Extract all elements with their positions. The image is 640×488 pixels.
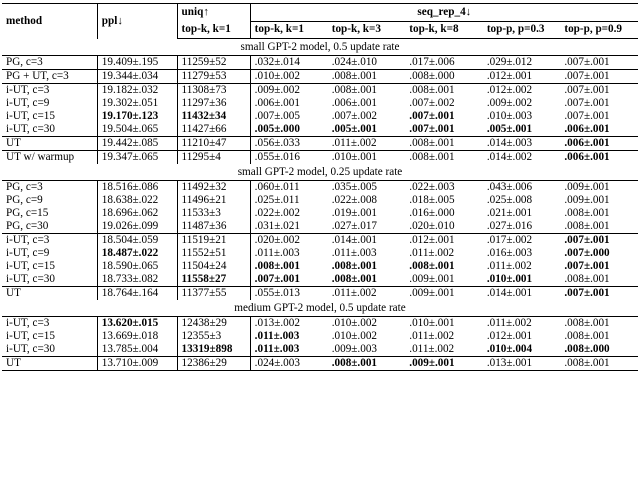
header-sub-col: top-k, k=8 <box>405 21 483 39</box>
method-cell: i-UT, c=3 <box>2 84 97 98</box>
seq-rep-cell: .007±.001 <box>409 123 455 135</box>
header-seq-rep: seq_rep_4↓ <box>250 4 638 22</box>
method-cell: PG, c=9 <box>2 194 97 207</box>
header-sub-col: top-k, k=1 <box>250 21 328 39</box>
seq-rep-cell: .005±.000 <box>254 123 300 135</box>
seq-rep-cell: .008±.001 <box>564 330 610 342</box>
seq-rep-cell: .013±.002 <box>254 317 300 329</box>
ppl-cell: 18.516±.086 <box>97 181 177 195</box>
seq-rep-cell: .006±.001 <box>254 97 300 109</box>
table-row <box>2 273 638 287</box>
uniq-cell: 11504±24 <box>177 260 250 273</box>
ppl-cell: 19.182±.032 <box>97 84 177 98</box>
seq-rep-cell: .008±.001 <box>564 317 610 329</box>
header-row-1 <box>2 4 638 22</box>
seq-rep-cell: .027±.017 <box>331 220 378 232</box>
method-cell: PG, c=3 <box>2 181 97 195</box>
method-cell: UT <box>2 137 97 151</box>
seq-rep-cell: .024±.010 <box>331 56 378 68</box>
seq-rep-cell: .008±.001 <box>331 260 378 272</box>
uniq-cell: 11377±55 <box>177 287 250 301</box>
uniq-cell: 11496±21 <box>177 194 250 207</box>
header-sub-col: top-k, k=3 <box>328 21 406 39</box>
uniq-cell: 11487±36 <box>177 220 250 234</box>
method-cell: UT <box>2 287 97 301</box>
seq-rep-cell: .025±.008 <box>486 194 533 206</box>
ppl-cell: 18.590±.065 <box>97 260 177 273</box>
table-row <box>2 194 638 207</box>
seq-rep-cell: .022±.002 <box>254 207 300 219</box>
section-title: small GPT-2 model, 0.25 update rate <box>2 164 638 181</box>
method-cell: i-UT, c=9 <box>2 97 97 110</box>
seq-rep-cell: .007±.001 <box>254 273 300 285</box>
seq-rep-cell: .011±.002 <box>409 330 455 342</box>
seq-rep-cell: .008±.001 <box>405 137 483 151</box>
uniq-cell: 11295±4 <box>177 151 250 165</box>
table-row <box>2 181 638 195</box>
table-row <box>2 317 638 331</box>
uniq-cell: 13319±898 <box>177 343 250 357</box>
seq-rep-cell: .005±.001 <box>331 123 378 135</box>
seq-rep-cell: .008±.001 <box>560 357 638 371</box>
section-row <box>2 300 638 317</box>
seq-rep-cell: .060±.011 <box>254 181 300 193</box>
table-row <box>2 137 638 151</box>
seq-rep-cell: .011±.002 <box>486 260 532 272</box>
seq-rep-cell: .009±.001 <box>564 194 610 206</box>
seq-rep-cell: .012±.001 <box>483 70 561 84</box>
uniq-cell: 11533±3 <box>177 207 250 220</box>
ppl-cell: 18.764±.164 <box>97 287 177 301</box>
table-row <box>2 247 638 260</box>
ppl-cell: 19.347±.065 <box>97 151 177 165</box>
seq-rep-cell: .011±.002 <box>486 317 532 329</box>
seq-rep-cell: .008±.001 <box>405 151 483 165</box>
seq-rep-cell: .010±.001 <box>409 317 455 329</box>
method-cell: i-UT, c=15 <box>2 260 97 273</box>
seq-rep-cell: .011±.003 <box>254 330 300 342</box>
ppl-cell: 19.170±.123 <box>97 110 177 123</box>
seq-rep-cell: .012±.001 <box>486 330 533 342</box>
table-row <box>2 84 638 98</box>
seq-rep-cell: .020±.002 <box>250 234 328 248</box>
seq-rep-cell: .008±.001 <box>331 273 378 285</box>
seq-rep-cell: .056±.033 <box>250 137 328 151</box>
seq-rep-cell: .008±.001 <box>254 260 300 272</box>
seq-rep-cell: .007±.001 <box>560 70 638 84</box>
uniq-cell: 11297±36 <box>177 97 250 110</box>
ppl-cell: 19.504±.065 <box>97 123 177 137</box>
seq-rep-cell: .008±.001 <box>328 70 406 84</box>
uniq-cell: 11279±53 <box>177 70 250 84</box>
method-cell: i-UT, c=9 <box>2 247 97 260</box>
method-cell: UT <box>2 357 97 371</box>
table-body <box>2 39 638 371</box>
ppl-cell: 13.620±.015 <box>97 317 177 331</box>
seq-rep-cell: .010±.001 <box>486 273 533 285</box>
uniq-cell: 12355±3 <box>177 330 250 343</box>
seq-rep-cell: .008±.000 <box>405 70 483 84</box>
section-row <box>2 164 638 181</box>
method-cell: PG, c=30 <box>2 220 97 234</box>
method-cell: i-UT, c=3 <box>2 317 97 331</box>
method-cell: i-UT, c=30 <box>2 123 97 137</box>
seq-rep-cell: .006±.001 <box>331 97 378 109</box>
seq-rep-cell: .008±.001 <box>405 84 483 98</box>
seq-rep-cell: .009±.002 <box>486 97 533 109</box>
seq-rep-cell: .027±.016 <box>486 220 533 232</box>
seq-rep-cell: .017±.002 <box>483 234 561 248</box>
uniq-cell: 11259±52 <box>177 56 250 70</box>
seq-rep-cell: .011±.003 <box>254 247 300 259</box>
seq-rep-cell: .007±.001 <box>560 287 638 301</box>
seq-rep-cell: .016±.003 <box>486 247 533 259</box>
method-cell: PG, c=15 <box>2 207 97 220</box>
seq-rep-cell: .014±.001 <box>483 287 561 301</box>
seq-rep-cell: .007±.001 <box>409 110 455 122</box>
seq-rep-cell: .007±.001 <box>560 84 638 98</box>
seq-rep-cell: .010±.002 <box>331 317 378 329</box>
seq-rep-cell: .017±.006 <box>409 56 455 68</box>
seq-rep-cell: .031±.021 <box>254 220 300 232</box>
method-cell: i-UT, c=15 <box>2 330 97 343</box>
seq-rep-cell: .009±.003 <box>331 343 378 355</box>
seq-rep-cell: .010±.003 <box>486 110 533 122</box>
seq-rep-cell: .007±.002 <box>409 97 455 109</box>
results-table <box>2 3 638 371</box>
seq-rep-cell: .021±.001 <box>486 207 533 219</box>
seq-rep-cell: .011±.002 <box>328 137 406 151</box>
seq-rep-cell: .010±.002 <box>250 70 328 84</box>
seq-rep-cell: .016±.000 <box>409 207 455 219</box>
table-row <box>2 357 638 371</box>
seq-rep-cell: .043±.006 <box>486 181 533 193</box>
seq-rep-cell: .007±.001 <box>564 56 610 68</box>
seq-rep-cell: .011±.002 <box>409 343 455 355</box>
seq-rep-cell: .018±.005 <box>409 194 455 206</box>
seq-rep-cell: .020±.010 <box>409 220 455 232</box>
seq-rep-cell: .032±.014 <box>254 56 300 68</box>
seq-rep-cell: .008±.001 <box>328 84 406 98</box>
seq-rep-cell: .024±.003 <box>250 357 328 371</box>
table-row <box>2 343 638 357</box>
seq-rep-cell: .008±.001 <box>564 207 610 219</box>
ppl-cell: 18.487±.022 <box>97 247 177 260</box>
seq-rep-cell: .008±.001 <box>564 220 610 232</box>
seq-rep-cell: .025±.011 <box>254 194 300 206</box>
uniq-cell: 11308±73 <box>177 84 250 98</box>
ppl-cell: 19.026±.099 <box>97 220 177 234</box>
seq-rep-cell: .019±.001 <box>331 207 378 219</box>
header-uniq: uniq↑ <box>177 4 250 22</box>
seq-rep-cell: .008±.001 <box>409 260 455 272</box>
header-sub-col: top-p, p=0.3 <box>483 21 561 39</box>
ppl-cell: 18.504±.059 <box>97 234 177 248</box>
seq-rep-cell: .009±.001 <box>405 287 483 301</box>
table-row <box>2 234 638 248</box>
seq-rep-cell: .007±.001 <box>564 97 610 109</box>
table-row <box>2 56 638 70</box>
seq-rep-cell: .007±.002 <box>331 110 378 122</box>
uniq-cell: 11519±21 <box>177 234 250 248</box>
seq-rep-cell: .008±.001 <box>328 357 406 371</box>
seq-rep-cell: .022±.008 <box>331 194 378 206</box>
table-row <box>2 220 638 234</box>
table-row <box>2 151 638 165</box>
seq-rep-cell: .012±.001 <box>405 234 483 248</box>
uniq-cell: 11492±32 <box>177 181 250 195</box>
header-uniq-sub: top-k, k=1 <box>177 21 250 39</box>
uniq-cell: 12438±29 <box>177 317 250 331</box>
seq-rep-cell: .006±.001 <box>564 123 610 135</box>
method-cell: i-UT, c=15 <box>2 110 97 123</box>
ppl-cell: 19.409±.195 <box>97 56 177 70</box>
method-cell: i-UT, c=3 <box>2 234 97 248</box>
uniq-cell: 11427±66 <box>177 123 250 137</box>
seq-rep-cell: .007±.000 <box>564 247 610 259</box>
uniq-cell: 11432±34 <box>177 110 250 123</box>
seq-rep-cell: .022±.003 <box>409 181 455 193</box>
table-row <box>2 123 638 137</box>
seq-rep-cell: .010±.001 <box>328 151 406 165</box>
table-row <box>2 330 638 343</box>
header-method: method <box>2 4 97 39</box>
seq-rep-cell: .008±.001 <box>564 273 610 285</box>
seq-rep-cell: .009±.001 <box>405 357 483 371</box>
seq-rep-cell: .055±.016 <box>250 151 328 165</box>
table-row <box>2 207 638 220</box>
seq-rep-cell: .010±.002 <box>331 330 378 342</box>
table-row <box>2 287 638 301</box>
ppl-cell: 19.302±.051 <box>97 97 177 110</box>
ppl-cell: 19.344±.034 <box>97 70 177 84</box>
seq-rep-cell: .014±.002 <box>483 151 561 165</box>
method-cell: i-UT, c=30 <box>2 343 97 357</box>
seq-rep-cell: .008±.000 <box>564 343 610 355</box>
seq-rep-cell: .035±.005 <box>331 181 378 193</box>
seq-rep-cell: .007±.005 <box>254 110 300 122</box>
uniq-cell: 11558±27 <box>177 273 250 287</box>
seq-rep-cell: .011±.002 <box>328 287 406 301</box>
seq-rep-cell: .011±.003 <box>254 343 300 355</box>
method-cell: PG, c=3 <box>2 56 97 70</box>
table-row <box>2 260 638 273</box>
seq-rep-cell: .010±.004 <box>486 343 533 355</box>
seq-rep-cell: .007±.001 <box>564 110 610 122</box>
seq-rep-cell: .009±.001 <box>564 181 610 193</box>
seq-rep-cell: .007±.001 <box>564 260 610 272</box>
seq-rep-cell: .029±.012 <box>486 56 533 68</box>
seq-rep-cell: .014±.001 <box>328 234 406 248</box>
seq-rep-cell: .009±.002 <box>250 84 328 98</box>
seq-rep-cell: .055±.013 <box>250 287 328 301</box>
seq-rep-cell: .014±.003 <box>483 137 561 151</box>
seq-rep-cell: .005±.001 <box>486 123 533 135</box>
header-ppl: ppl↓ <box>97 4 177 39</box>
seq-rep-cell: .006±.001 <box>560 151 638 165</box>
seq-rep-cell: .013±.001 <box>483 357 561 371</box>
ppl-cell: 13.785±.004 <box>97 343 177 357</box>
ppl-cell: 18.638±.022 <box>97 194 177 207</box>
method-cell: i-UT, c=30 <box>2 273 97 287</box>
section-row <box>2 39 638 56</box>
seq-rep-cell: .011±.003 <box>331 247 377 259</box>
section-title: small GPT-2 model, 0.5 update rate <box>2 39 638 56</box>
method-cell: PG + UT, c=3 <box>2 70 97 84</box>
header-sub-col: top-p, p=0.9 <box>560 21 638 39</box>
uniq-cell: 12386±29 <box>177 357 250 371</box>
table-row <box>2 110 638 123</box>
ppl-cell: 13.669±.018 <box>97 330 177 343</box>
section-title: medium GPT-2 model, 0.5 update rate <box>2 300 638 317</box>
ppl-cell: 19.442±.085 <box>97 137 177 151</box>
method-cell: UT w/ warmup <box>2 151 97 165</box>
seq-rep-cell: .006±.001 <box>560 137 638 151</box>
seq-rep-cell: .007±.001 <box>560 234 638 248</box>
ppl-cell: 18.696±.062 <box>97 207 177 220</box>
uniq-cell: 11210±47 <box>177 137 250 151</box>
table-row <box>2 97 638 110</box>
seq-rep-cell: .009±.001 <box>409 273 455 285</box>
seq-rep-cell: .011±.002 <box>409 247 455 259</box>
seq-rep-cell: .012±.002 <box>483 84 561 98</box>
uniq-cell: 11552±51 <box>177 247 250 260</box>
table-row <box>2 70 638 84</box>
ppl-cell: 18.733±.082 <box>97 273 177 287</box>
ppl-cell: 13.710±.009 <box>97 357 177 371</box>
